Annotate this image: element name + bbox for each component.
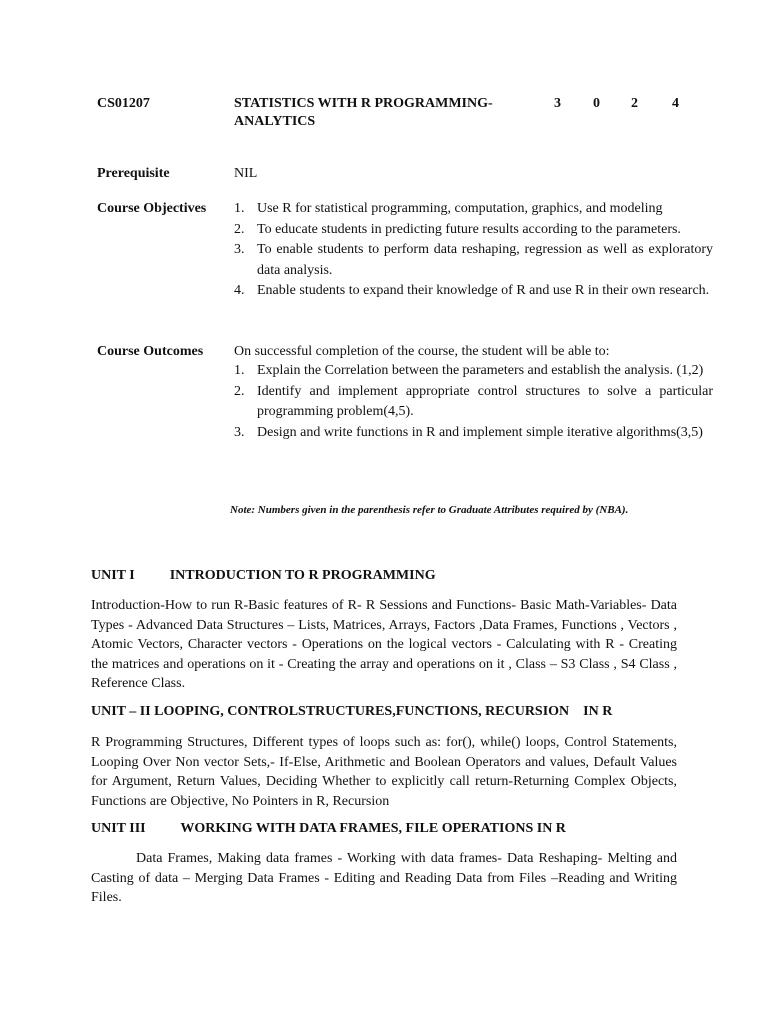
outcomes-label: Course Outcomes (97, 344, 204, 359)
course-title: STATISTICS WITH R PROGRAMMING- ANALYTICS (234, 96, 493, 129)
item-text: To educate students in predicting future results according to the parameters. (257, 221, 681, 237)
unit-3-body: Data Frames, Making data frames - Working with data frames- Data Reshaping- Melting and Casting of data – Merging Data Frames - Editing and Reading Data from Files –Reading and Writing Files. (91, 851, 677, 905)
item-text: Identify and implement appropriate control structures to solve a particular programming problem(4,5). (257, 383, 713, 419)
item-number: 4. (234, 283, 245, 298)
item-number: 3. (234, 242, 245, 257)
item-text: To enable students to perform data reshaping, regression as well as exploratory data analysis. (257, 242, 713, 278)
outcomes-list (234, 361, 713, 443)
item-text: Explain the Correlation between the parameters and establish the analysis. (1,2) (257, 363, 704, 378)
unit-1-heading: UNIT I INTRODUCTION TO R PROGRAMMING (91, 568, 436, 583)
item-number: 1. (234, 201, 245, 216)
credit-c: 4 (672, 96, 679, 111)
objective-item (234, 281, 713, 302)
prerequisite-value: NIL (234, 166, 258, 181)
item-number: 3. (234, 424, 245, 440)
unit-3-heading: UNIT III WORKING WITH DATA FRAMES, FILE OPERATIONS IN R (91, 821, 566, 836)
objective-item (234, 240, 713, 281)
item-text: Enable students to expand their knowledge of R and use R in their own research. (257, 283, 710, 298)
prerequisite-label: Prerequisite (97, 166, 170, 181)
objectives-list (234, 199, 713, 302)
item-number: 2. (234, 221, 245, 237)
credit-l: 3 (554, 96, 561, 111)
objective-item (234, 199, 713, 220)
unit-2-heading: UNIT – II LOOPING, CONTROLSTRUCTURES,FUNCTIONS, RECURSION IN R (91, 704, 613, 719)
objectives-label: Course Objectives (97, 201, 207, 216)
outcomes-intro: On successful completion of the course, the student will be able to: (234, 344, 610, 359)
credit-t: 0 (593, 96, 600, 111)
item-text: Use R for statistical programming, computation, graphics, and modeling (257, 201, 663, 216)
outcome-item (234, 382, 713, 423)
course-code: CS01207 (97, 96, 150, 111)
nba-note: Note: Numbers given in the parenthesis refer to Graduate Attributes required by (NBA). (230, 504, 629, 516)
credit-p: 2 (631, 96, 638, 111)
objective-item (234, 220, 713, 241)
outcome-item (234, 423, 713, 444)
item-number: 1. (234, 363, 245, 378)
item-number: 2. (234, 383, 245, 399)
item-text: Design and write functions in R and implement simple iterative algorithms(3,5) (257, 424, 703, 440)
unit-1-body: Introduction-How to run R-Basic features of R- R Sessions and Functions- Basic Math-Variables- Data Types - Advanced Data Structures – Lists, Matrices, Arrays, Factors ,Data Frames, Functions , Vectors , Atomic Vectors, Character vectors - Operations on the logical vectors - Calculating with R - Creating the matrices and operations on it - Creating the array and operations on it , Class – S3 Class , S4 Class , Reference Class. (91, 598, 677, 691)
unit-2-body: R Programming Structures, Different types of loops such as: for(), while() loops, Control Statements, Looping Over Non vector Sets,- If-Else, Arithmetic and Boolean Operators and values, Default Values for Argument, Return Values, Deciding Whether to explicitly call return-Returning Complex Objects, Functions are Objective, No Pointers in R, Recursion (91, 735, 677, 809)
outcome-item (234, 361, 713, 382)
